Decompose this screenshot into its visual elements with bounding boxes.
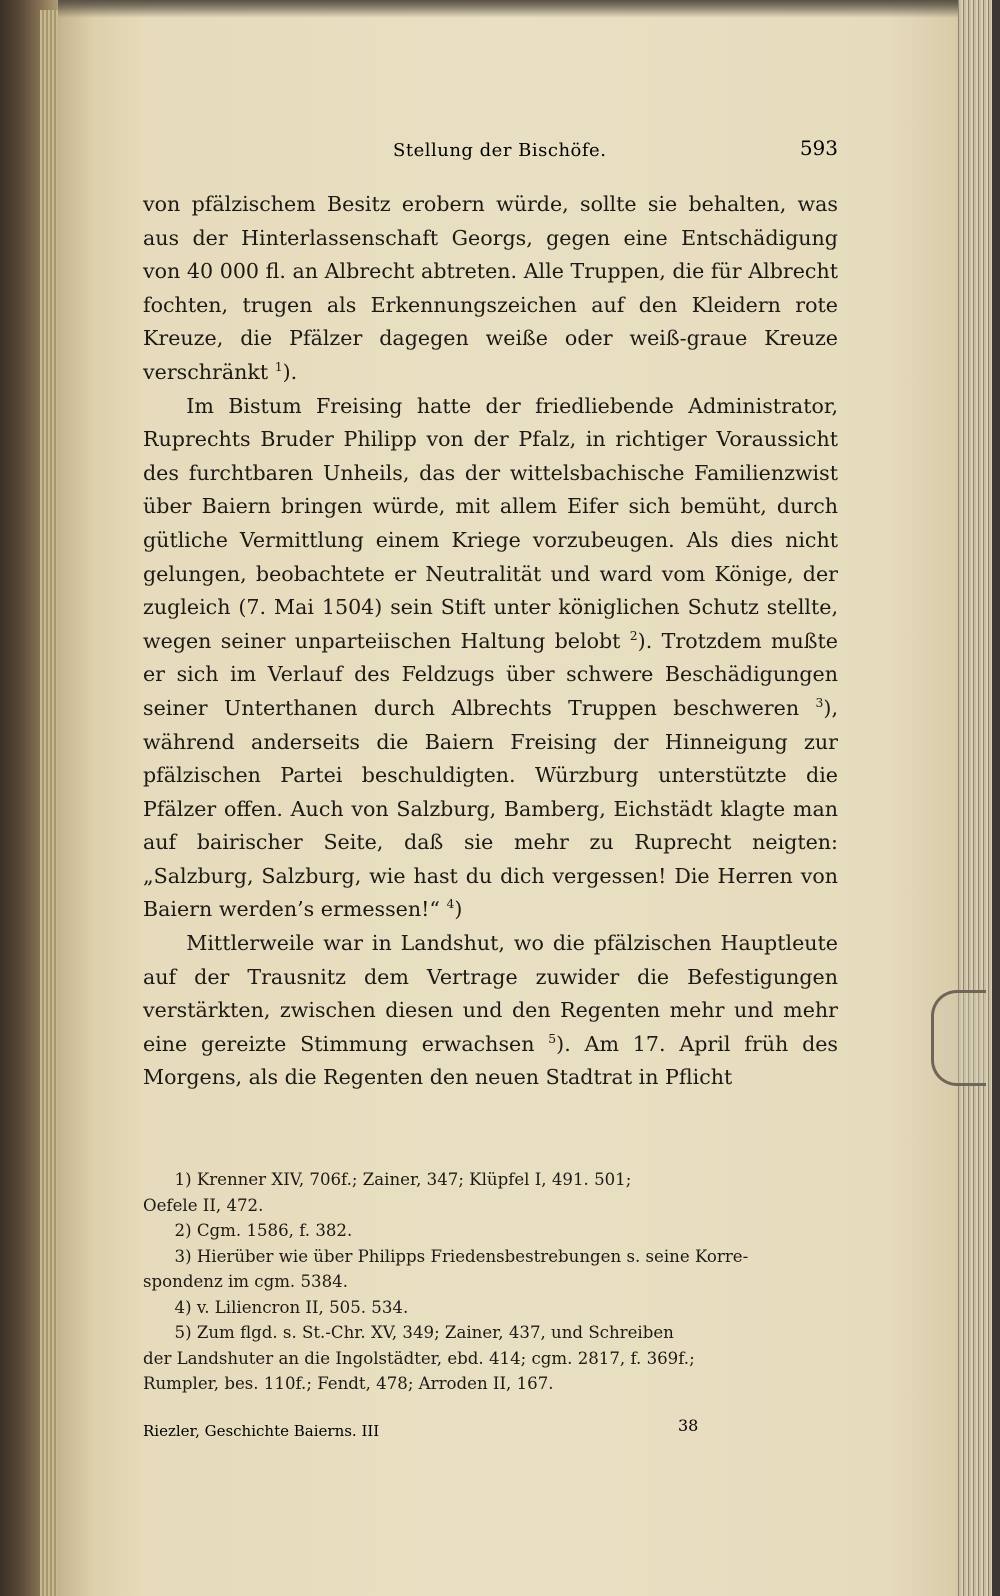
footnote: 4) v. Liliencron II, 505. 534. xyxy=(174,1297,409,1317)
footnote-continuation: Oefele II, 472. xyxy=(143,1195,264,1215)
footnote-ref: 1 xyxy=(274,360,283,375)
footnote-continuation: spondenz im cgm. 5384. xyxy=(143,1272,348,1291)
footnote: 5) Zum flgd. s. St.-Chr. XV, 349; Zainer, 437, und Schreiben xyxy=(174,1323,674,1342)
body-text xyxy=(143,188,838,1095)
footnotes xyxy=(143,1167,838,1397)
footnote: 3) Hierüber wie über Philipps Friedensbestrebungen s. seine Korre- xyxy=(174,1246,749,1266)
signature-title: Riezler, Geschichte Baierns. III xyxy=(143,1422,380,1440)
paragraph: Im Bistum Freising hatte der friedliebende Administrator, Ruprechts Bruder Philipp von der Pfalz, in richtiger Voraussicht des furchtbaren Unheils, das der wittelsbachische Familienzwist über Baiern bringen würde, mit allem Eifer sich bemüht, durch gütliche Vermittlung einem Kriege vorzubeugen. Als dies nicht gelungen, beobachtete er Neutralität und ward vom Könige, der zugleich (7. Mai 1504) sein Stift unter königlichen Schutz stellte, wegen seiner unparteiischen Haltung belobt $^2$). Trotzdem mußte er sich im Verlauf des Feldzugs über schwere Beschädigungen seiner Unterthanen durch Albrechts Truppen beschweren $^3$), während anderseits die Baiern Freising der Hinneigung zur pfälzischen Partei beschuldigten. Würzburg unterstützte die Pfälzer offen. Auch von Salzburg, Bamberg, Eichstädt klagte man auf bairischer Seite, daß sie mehr zu Ruprecht neigten: „Salzburg, Salzburg, wie hast du dich vergessen! Die Herren von Baiern werden’s ermessen!“ $^4$) xyxy=(143,393,838,922)
footnote-continuation: Rumpler, bes. 110f.; Fendt, 478; Arroden II, 167. xyxy=(143,1374,554,1393)
footnote-ref: 3 xyxy=(815,696,824,711)
page-clip xyxy=(931,990,986,1086)
paragraph: von pfälzischem Besitz erobern würde, sollte sie behalten, was aus der Hinterlassenschaft Georgs, gegen eine Entschädigung von 40 000 fl. an Albrecht abtreten. Alle Truppen, die für Albrecht fochten, trugen als Erkennungszeichen auf den Kleidern rote Kreuze, die Pfälzer dagegen weiße oder weiß-graue Kreuze verschränkt $^1$). xyxy=(143,192,838,384)
footnote: 2) Cgm. 1586, f. 382. xyxy=(174,1221,353,1240)
footnote: 1) Krenner XIV, 706f.; Zainer, 347; Klüpfel I, 491. 501; xyxy=(174,1170,632,1189)
paragraph: Mittlerweile war in Landshut, wo die pfälzischen Hauptleute auf der Trausnitz dem Vertrage zuwider die Befestigungen verstärkten, zwischen diesen und den Regenten mehr und mehr eine gereizte Stimmung erwachsen $^5$). Am 17. April früh des Morgens, als die Regenten den neuen Stadtrat in Pflicht xyxy=(143,931,839,1090)
footnote-ref: 4 xyxy=(446,897,455,912)
footnote-ref: 5 xyxy=(548,1031,557,1046)
right-shadow xyxy=(992,0,1000,1596)
signature-line xyxy=(143,1416,838,1450)
footnote-ref: 2 xyxy=(629,628,638,643)
footnote-continuation: der Landshuter an die Ingolstädter, ebd. 414; cgm. 2817, f. 369f.; xyxy=(143,1348,695,1368)
running-header xyxy=(143,136,838,170)
top-shadow xyxy=(58,0,958,18)
sheet-number: 38 xyxy=(678,1416,699,1435)
page-number: 593 xyxy=(799,136,838,160)
running-title: Stellung der Bischöfe. xyxy=(393,140,607,161)
